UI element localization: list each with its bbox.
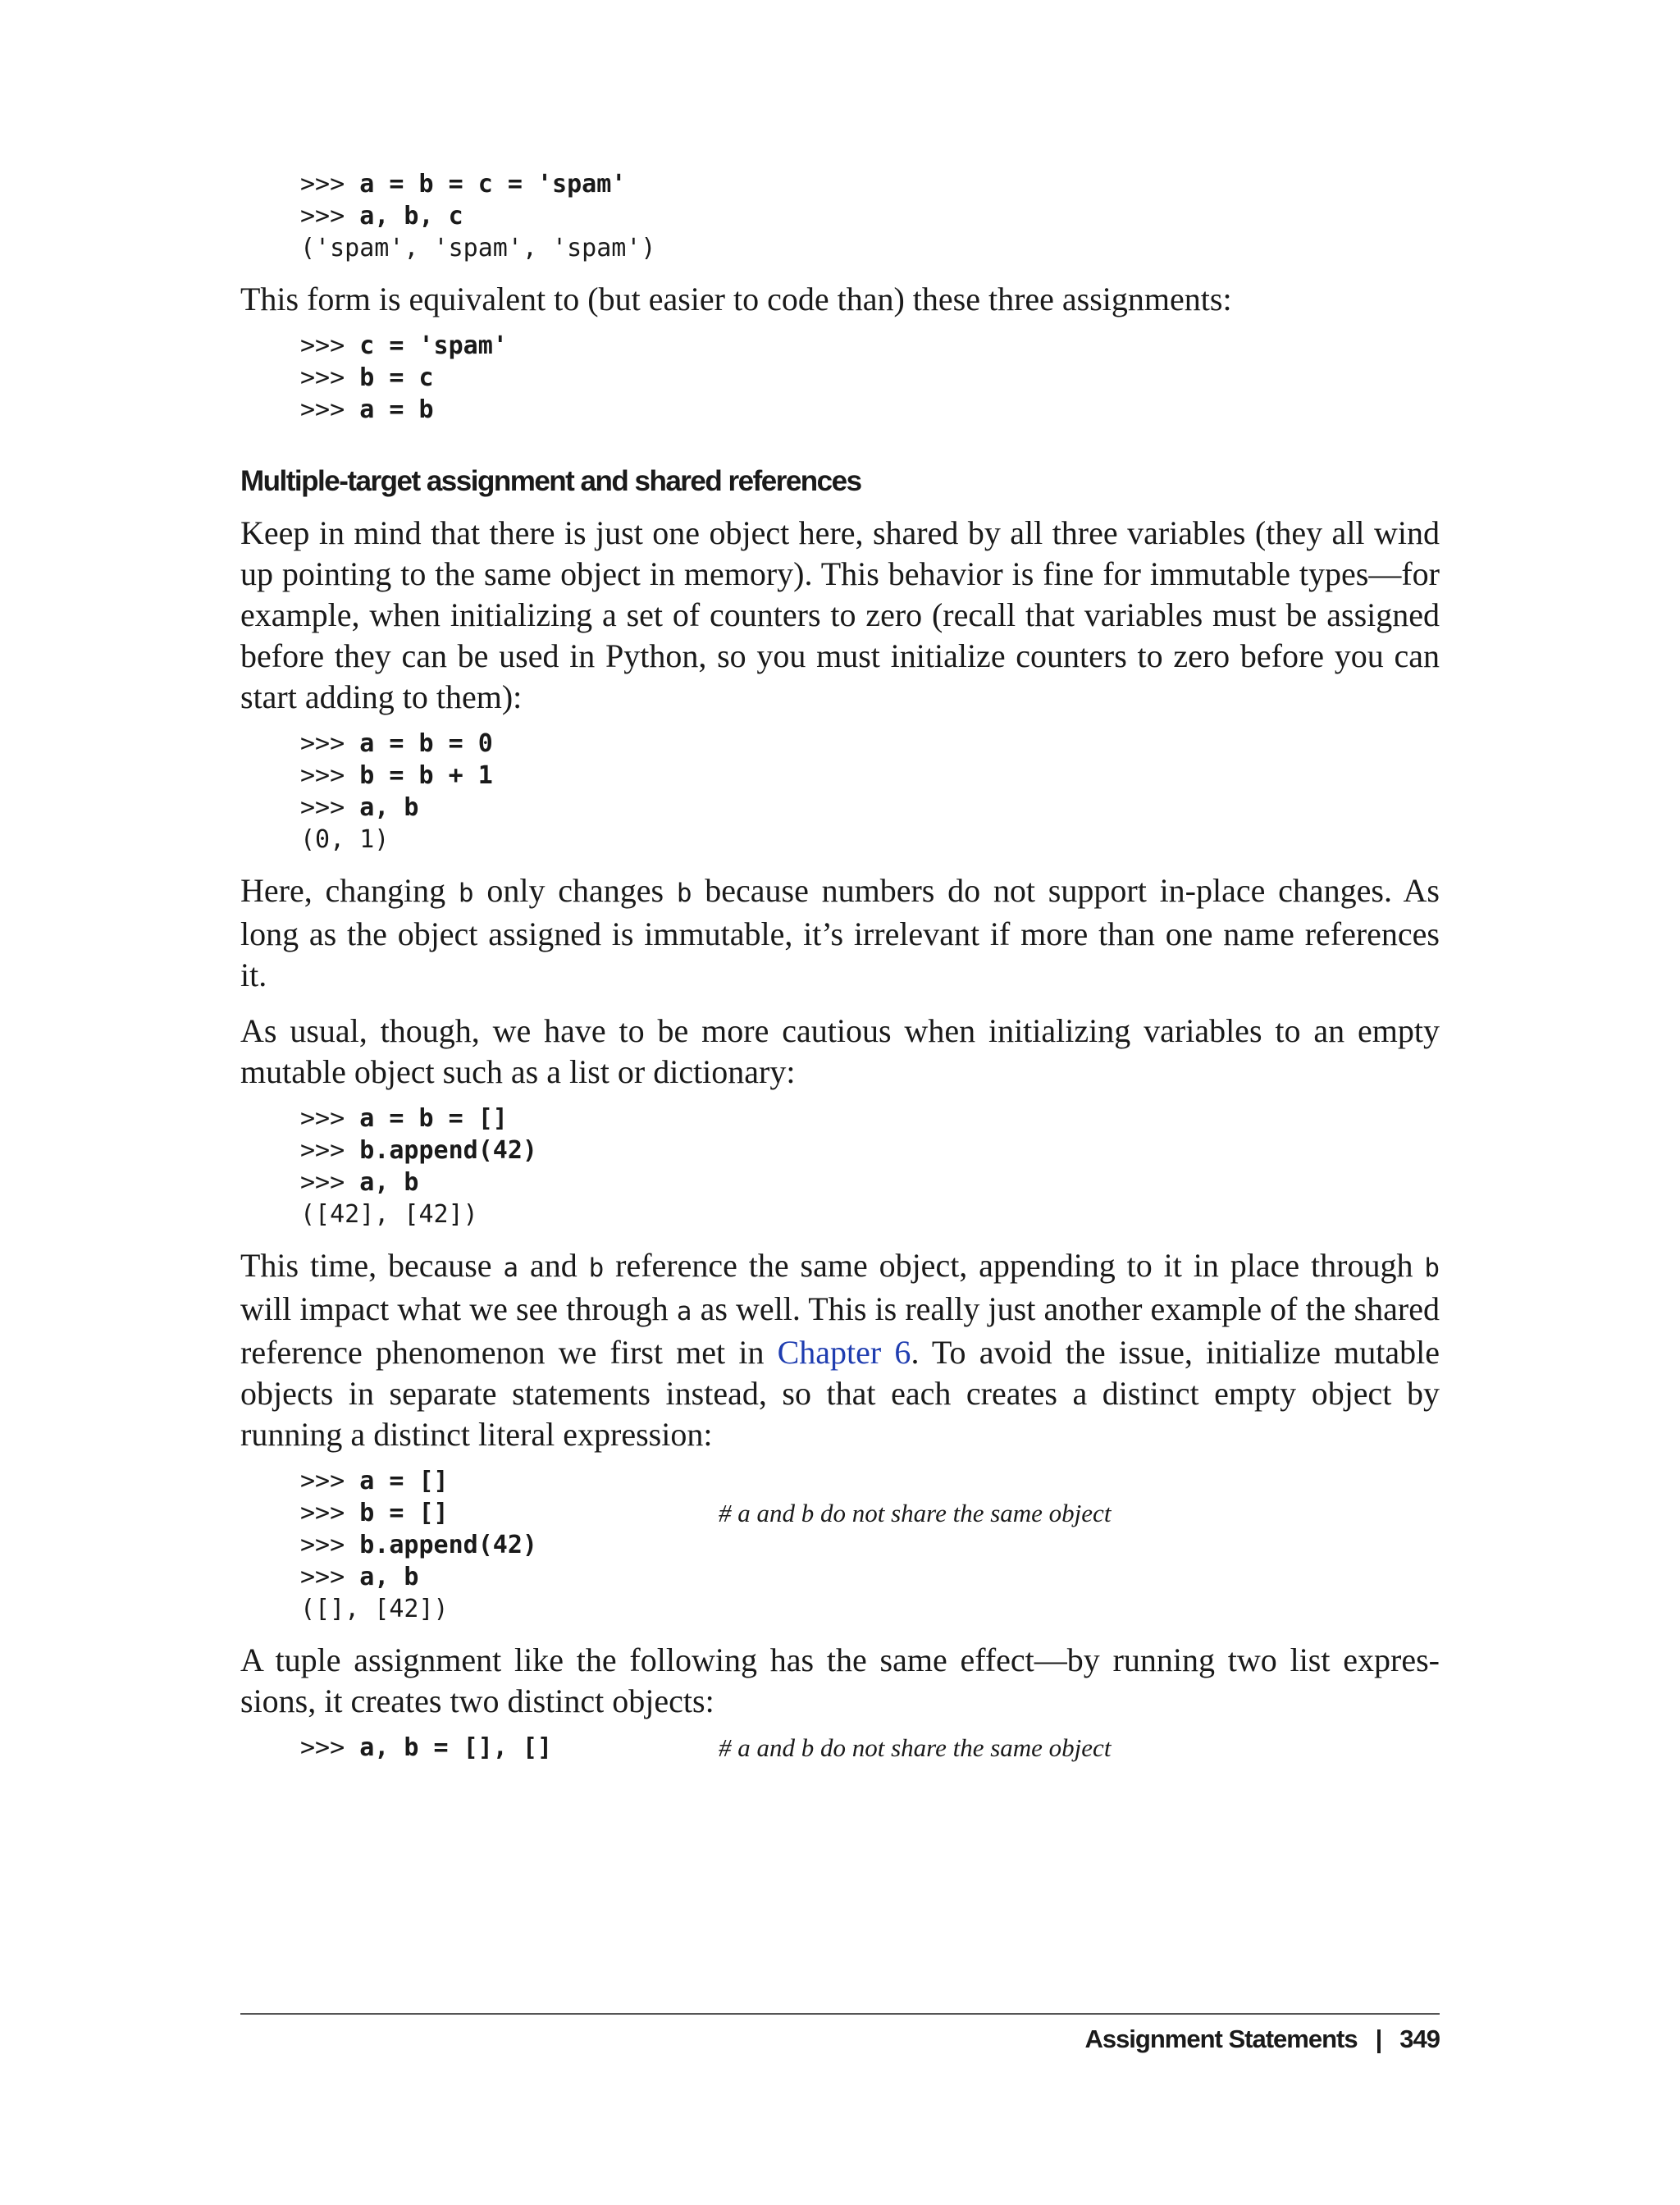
code-block-1 [300,168,1440,264]
code-line: >>> a, b [300,1168,419,1197]
inline-code: b [676,879,692,908]
code-output: ('spam', 'spam', 'spam') [300,234,656,262]
code-line: >>> b.append(42) [300,1136,537,1165]
code-line: >>> a = b = 0 [300,729,493,758]
footer-divider [240,2013,1440,2015]
code-line: >>> c = 'spam' [300,331,508,360]
inline-code: b [588,1253,605,1283]
code-line: >>> a = [] [300,1467,449,1495]
running-section-title: Assignment Statements [1084,2025,1358,2053]
code-block-4 [300,1102,1440,1230]
inline-code: b [1424,1253,1440,1283]
page-footer [1084,2025,1440,2054]
inline-code: a [676,1297,692,1326]
code-line: >>> a = b = c = 'spam' [300,170,627,199]
code-line: >>> a, b = [], [] # a and b do not share the same object [300,1733,1112,1762]
paragraph-tuple-assignment: A tuple assignment like the following has the same effect—by running two list expressions, it creates two distinct objects: [240,1641,1440,1719]
paragraph-mutable-caution: As usual, though, we have to be more cautious when initializing variables to an empty mutable object such as a list or dictionary: [240,1012,1440,1090]
code-comment: # a and b do not share the same object [719,1733,1112,1762]
code-line: >>> a = b = [] [300,1104,508,1133]
page-content [240,168,1440,1764]
page-number: 349 [1399,2025,1440,2053]
paragraph-shared-reference: This time, because a and b reference the same object, appending to it in place through b will impact what we see through a as well. This is really just another example of the shared reference phenomenon we first met in Chapter 6. To avoid the issue, initialize mutable objects in separate statements instead, so that each creates a distinct empty object by running a distinct literal expression: [240,1247,1440,1453]
inline-code: b [458,879,474,908]
code-block-3 [300,728,1440,856]
code-line: >>> a, b [300,1563,419,1591]
code-line: >>> a, b, c [300,202,463,231]
code-output: ([42], [42]) [300,1200,478,1229]
code-output: ([], [42]) [300,1595,449,1623]
code-line: >>> a, b [300,793,419,822]
code-output: (0, 1) [300,825,390,854]
footer-separator: | [1375,2025,1382,2053]
paragraph-equivalent-form: This form is equivalent to (but easier to code than) these three assignments: [240,281,1232,317]
code-line: >>> b.append(42) [300,1531,537,1559]
code-line: >>> b = b + 1 [300,761,493,790]
code-block-6 [300,1732,1440,1764]
paragraph-immutable: Here, changing b only changes b because numbers do not support in-place changes. As long as the object assigned is immutable, it’s irrelevant if more than one name references it. [240,872,1440,993]
code-comment: # a and b do not share the same object [719,1499,1112,1527]
paragraph-shared-object: Keep in mind that there is just one object here, shared by all three variables (they all wind up pointing to the same object in memory). This behavior is fine for immutable types—for example, when initializing a set of counters to zero (recall that variables must be assigned before they can be used in Python, so you must initialize counters to zero before you can start adding to them): [240,514,1440,715]
code-block-2 [300,330,1440,426]
code-line: >>> b = [] # a and b do not share the same object [300,1499,1112,1527]
code-block-5 [300,1465,1440,1625]
inline-code: a [503,1253,519,1283]
code-line: >>> a = b [300,395,434,424]
code-line: >>> b = c [300,363,434,392]
section-heading: Multiple-target assignment and shared references [240,465,861,497]
chapter-6-link[interactable]: Chapter 6 [777,1334,911,1371]
